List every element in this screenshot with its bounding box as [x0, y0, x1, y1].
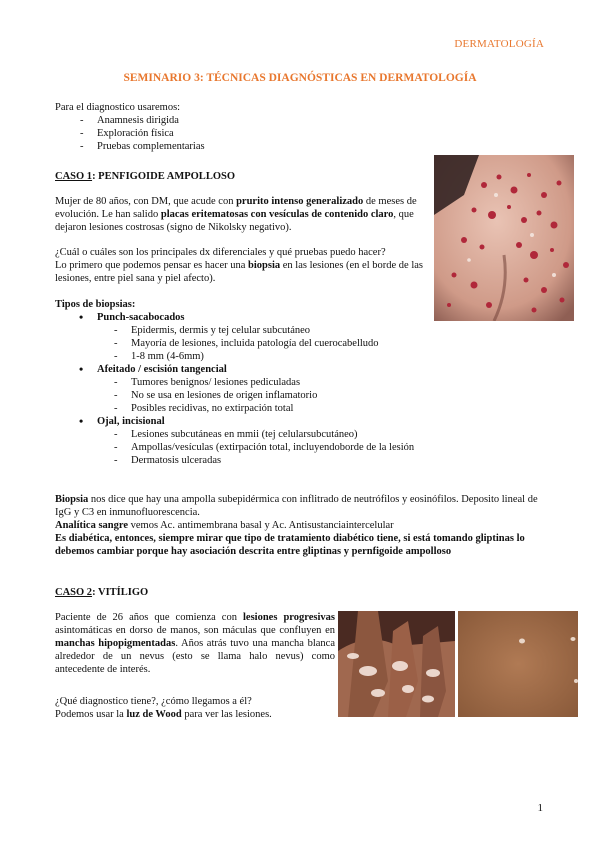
- list-item: • Afeitado / escisión tangencial - Tumores benignos/ lesiones pediculadas - No se usa en lesiones de origen inflamatorio - Posibles recidivas, no extirpación total: [97, 363, 495, 415]
- case2-paragraph: Paciente de 26 años que comienza con lesiones progresivas asintomáticas en dorso de manos, son máculas que confluyen en manchas hipopigmentadas. Años atrás tuvo una mancha blanca alrededor de un nevus (esto se llama halo nevus) como antecedente de interés.: [55, 612, 335, 675]
- list-item: - 1-8 mm (4-6mm): [131, 350, 495, 363]
- biopsy-types: [55, 298, 495, 467]
- biopsy-types-title: Tipos de biopsias:: [55, 299, 136, 310]
- case1-question-block: [55, 246, 433, 285]
- pemphigoid-photo: [434, 155, 574, 321]
- list-item: - No se usa en lesiones de origen inflamatorio: [131, 389, 495, 402]
- case1-paragraph: Mujer de 80 años, con DM, que acude con prurito intenso generalizado de meses de evolución. Le han salido placas eritematosas con vesículas de contenido claro, que dejaron lesiones costrosas (signo de Nikolsky negativo).: [55, 196, 417, 233]
- section-header: DERMATOLOGÍA: [454, 38, 544, 50]
- list-item: - Posibles recidivas, no extirpación total: [131, 402, 495, 415]
- vitiligo-hands-photo: [338, 611, 455, 717]
- list-item: - Epidermis, dermis y tej celular subcutáneo: [131, 324, 495, 337]
- intro-list: [97, 114, 475, 153]
- list-item: - Dermatosis ulceradas: [131, 454, 495, 467]
- list-item: • Ojal, incisional - Lesiones subcutáneas en mmii (tej celularsubcutáneo) - Ampollas/vesículas (extirpación total, incluyendoborde de la lesión - Dermatosis ulceradas: [97, 415, 495, 467]
- case1-conclusion: Es diabética, entonces, siempre mirar que tipo de tratamiento diabético tiene, si está tomando gliptinas lo debemos cambiar porque hay asociación descrita entre gliptinas y pernfigoide ampolloso: [55, 533, 525, 557]
- list-item: - Pruebas complementarias: [97, 140, 475, 153]
- bloodwork-finding: Analítica sangre vemos Ac. antimembrana basal y Ac. Antisustanciaintercelular: [55, 520, 394, 531]
- list-item: - Ampollas/vesículas (extirpación total, incluyendoborde de la lesión: [131, 441, 495, 454]
- case2-heading: CASO 2: VITÍLIGO: [55, 587, 149, 598]
- intro-block: [55, 101, 475, 153]
- case2-question: ¿Qué diagnostico tiene?, ¿cómo llegamos a él?: [55, 696, 252, 707]
- case1-answer: Lo primero que podemos pensar es hacer una biopsia en las lesiones (en el borde de las lesiones, entre piel sana y piel afecto).: [55, 260, 423, 284]
- list-item: - Anamnesis dirigida: [97, 114, 475, 127]
- case1-question: ¿Cuál o cuáles son los principales dx diferenciales y qué pruebas puedo hacer?: [55, 247, 386, 258]
- case2-description: [55, 611, 335, 676]
- page-title: SEMINARIO 3: TÉCNICAS DIAGNÓSTICAS EN DERMATOLOGÍA: [123, 72, 477, 84]
- case1-findings: [55, 493, 545, 558]
- case2-question-block: [55, 695, 355, 721]
- biopsy-finding: Biopsia nos dice que hay una ampolla subepidérmica con inflitrado de neutrófilos y eosinófilos. Deposito lineal de IgG y C3 en inmunofluorescencia.: [55, 494, 538, 518]
- list-item: - Tumores benignos/ lesiones pediculadas: [131, 376, 495, 389]
- vitiligo-back-photo: [458, 611, 578, 717]
- biopsy-type-list: [97, 311, 495, 467]
- list-item: • Punch-sacabocados - Epidermis, dermis y tej celular subcutáneo - Mayoría de lesiones, incluida patología del cuerocabelludo - 1-8 mm (4-6mm): [97, 311, 495, 363]
- list-item: - Mayoría de lesiones, incluida patología del cuerocabelludo: [131, 337, 495, 350]
- page-number: 1: [537, 802, 543, 814]
- intro-lead: Para el diagnostico usaremos:: [55, 102, 181, 113]
- case1-description: [55, 195, 433, 234]
- case2-answer: Podemos usar la luz de Wood para ver las lesiones.: [55, 709, 272, 720]
- list-item: - Lesiones subcutáneas en mmii (tej celularsubcutáneo): [131, 428, 495, 441]
- case1-heading: CASO 1: PENFIGOIDE AMPOLLOSO: [55, 171, 235, 182]
- list-item: - Exploración física: [97, 127, 475, 140]
